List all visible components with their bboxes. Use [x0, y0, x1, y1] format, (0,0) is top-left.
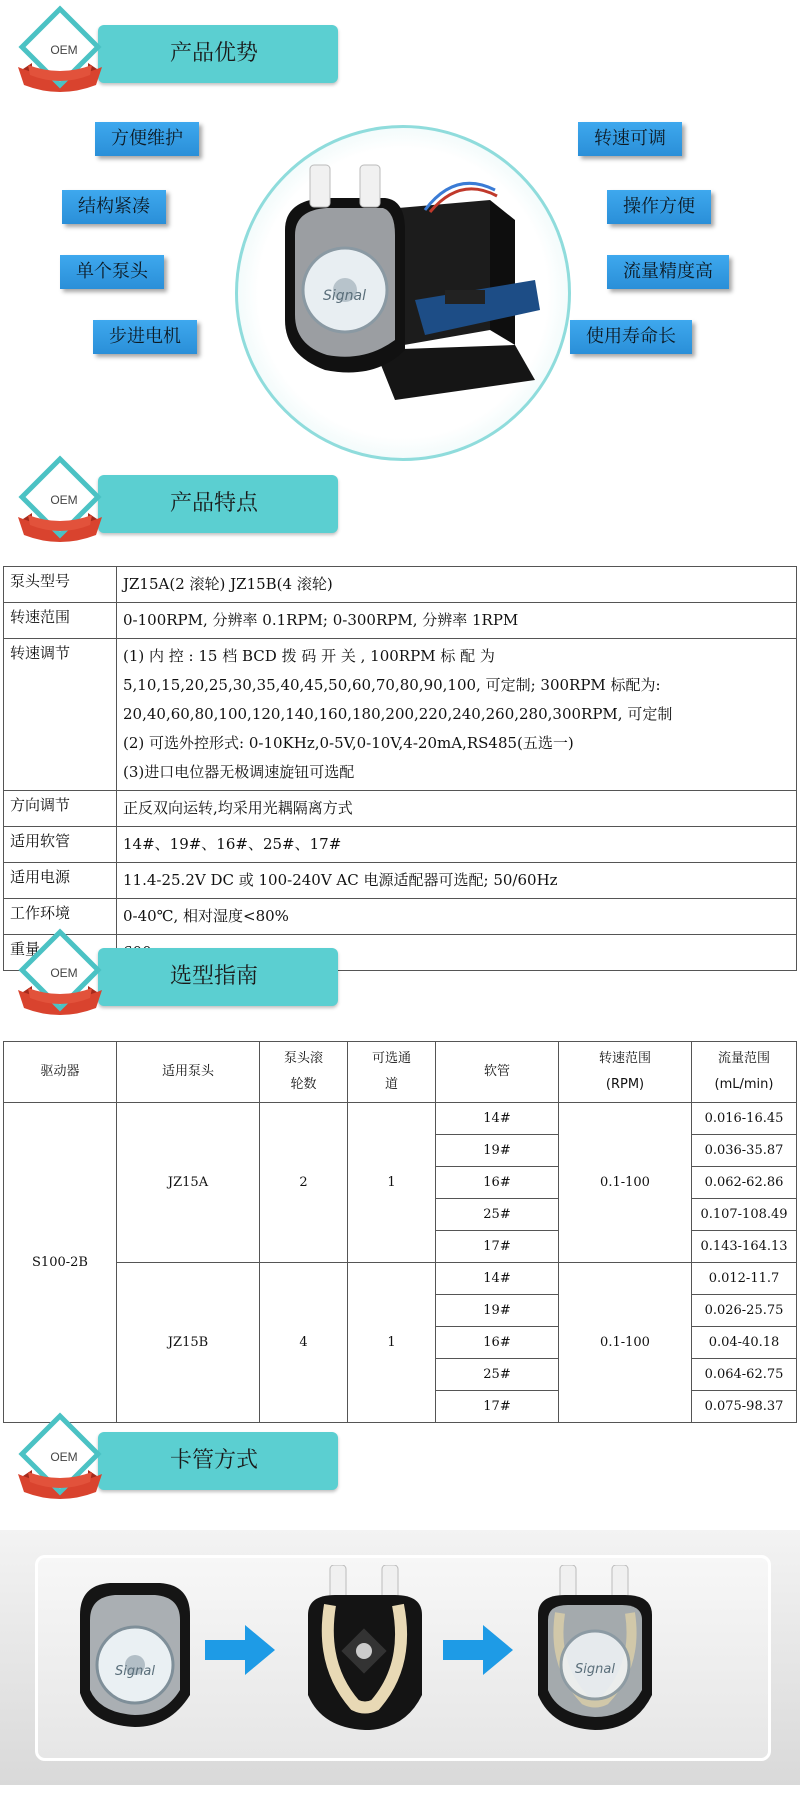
tube-cell: 14# [436, 1103, 559, 1135]
spec-value-multiline [117, 639, 797, 791]
spec-line: 5,10,15,20,25,30,35,40,45,50,60,70,80,90,100, 可定制; 300RPM 标配为: [123, 676, 661, 694]
section-title: 产品优势 [170, 41, 259, 66]
flow-cell: 0.062-62.86 [692, 1167, 797, 1199]
tube-cell: 14# [436, 1263, 559, 1295]
selection-guide-table [3, 1041, 797, 1423]
section-header-install [10, 1412, 330, 1512]
feature-tag: 单个泵头 [60, 255, 164, 289]
spec-key: 转速调节 [4, 639, 117, 791]
tube-cell: 16# [436, 1327, 559, 1359]
flow-cell: 0.143-164.13 [692, 1231, 797, 1263]
section-title: 产品特点 [170, 491, 259, 516]
speed-cell: 0.1-100 [559, 1263, 692, 1423]
spec-line: (1) 内 控 : 15 档 BCD 拨 码 开 关 , 100RPM 标 配 为 [123, 647, 495, 665]
header-line: 泵头滚 [283, 1051, 323, 1066]
tube-install-panel [0, 1530, 800, 1785]
feature-tag: 结构紧凑 [62, 190, 166, 224]
table-row [4, 827, 797, 863]
table-row [4, 603, 797, 639]
flow-cell: 0.075-98.37 [692, 1391, 797, 1423]
feature-tag: 方便维护 [95, 122, 199, 156]
spec-key: 重量 [4, 935, 117, 971]
table-row [4, 1103, 797, 1135]
table-row [4, 567, 797, 603]
channels-cell: 1 [348, 1263, 436, 1423]
pumphead-cell: JZ15A [117, 1103, 260, 1263]
feature-tag: 流量精度高 [607, 255, 729, 289]
feature-tag: 步进电机 [93, 320, 197, 354]
spec-value: 0-100RPM, 分辨率 0.1RPM; 0-300RPM, 分辨率 1RPM [117, 603, 797, 639]
pump-head-closed-image [70, 1575, 200, 1735]
spec-line: (3)进口电位器无极调速旋钮可选配 [123, 763, 355, 781]
flow-cell: 0.064-62.75 [692, 1359, 797, 1391]
arrow-right-icon [205, 1625, 275, 1675]
section-header-advantages [10, 5, 330, 105]
pump-head-assembled-image [530, 1565, 660, 1735]
oem-label: OEM [50, 43, 78, 57]
col-header-rollers [260, 1042, 348, 1103]
rollers-cell: 4 [260, 1263, 348, 1423]
table-header-row [4, 1042, 797, 1103]
col-header-speed [559, 1042, 692, 1103]
tube-cell: 19# [436, 1295, 559, 1327]
spec-value: 0-40℃, 相对湿度<80% [117, 899, 797, 935]
header-line: 轮数 [290, 1077, 317, 1092]
oem-label: OEM [50, 966, 78, 980]
svg-text:Signal: Signal [115, 1664, 155, 1679]
rollers-cell: 2 [260, 1103, 348, 1263]
spec-key: 工作环境 [4, 899, 117, 935]
pumphead-cell: JZ15B [117, 1263, 260, 1423]
header-line: 转速范围 [598, 1051, 651, 1066]
spec-value: 14#、19#、16#、25#、17# [117, 827, 797, 863]
flow-cell: 0.04-40.18 [692, 1327, 797, 1359]
header-line: (RPM) [605, 1077, 645, 1092]
spec-key: 转速范围 [4, 603, 117, 639]
pump-product-image [265, 150, 545, 410]
spec-key: 方向调节 [4, 791, 117, 827]
pump-head-open-image [300, 1565, 430, 1735]
flow-cell: 0.016-16.45 [692, 1103, 797, 1135]
spec-line: (2) 可选外控形式: 0-10KHz,0-5V,0-10V,4-20mA,RS485(五选一) [123, 734, 574, 752]
tube-cell: 25# [436, 1199, 559, 1231]
svg-text:Signal: Signal [323, 288, 367, 304]
arrow-right-icon [443, 1625, 513, 1675]
col-header-driver: 驱动器 [4, 1042, 117, 1103]
section-header-guide [10, 928, 330, 1028]
feature-tag: 转速可调 [578, 122, 682, 156]
speed-cell: 0.1-100 [559, 1103, 692, 1263]
col-header-flow [692, 1042, 797, 1103]
spec-line: 20,40,60,80,100,120,140,160,180,200,220,240,260,280,300RPM, 可定制 [123, 705, 673, 723]
flow-cell: 0.012-11.7 [692, 1263, 797, 1295]
section-title: 卡管方式 [170, 1448, 259, 1473]
flow-cell: 0.107-108.49 [692, 1199, 797, 1231]
spec-value: 正反双向运转,均采用光耦隔离方式 [117, 791, 797, 827]
header-line: 道 [384, 1077, 398, 1092]
feature-tag: 操作方便 [607, 190, 711, 224]
feature-tag: 使用寿命长 [570, 320, 692, 354]
tube-cell: 19# [436, 1135, 559, 1167]
hero-advantages [0, 105, 800, 450]
spec-key: 适用软管 [4, 827, 117, 863]
spec-key: 适用电源 [4, 863, 117, 899]
tube-cell: 25# [436, 1359, 559, 1391]
table-row [4, 791, 797, 827]
spec-value: 11.4-25.2V DC 或 100-240V AC 电源适配器可选配; 50/60Hz [117, 863, 797, 899]
table-row [4, 1263, 797, 1295]
spec-key: 泵头型号 [4, 567, 117, 603]
tube-cell: 16# [436, 1167, 559, 1199]
header-line: 流量范围 [717, 1051, 770, 1066]
table-row [4, 863, 797, 899]
oem-label: OEM [50, 1450, 78, 1464]
tube-cell: 17# [436, 1391, 559, 1423]
col-header-tube: 软管 [436, 1042, 559, 1103]
flow-cell: 0.026-25.75 [692, 1295, 797, 1327]
channels-cell: 1 [348, 1103, 436, 1263]
col-header-channels [348, 1042, 436, 1103]
section-title: 选型指南 [170, 964, 259, 989]
col-header-pumphead: 适用泵头 [117, 1042, 260, 1103]
header-line: 可选通 [371, 1051, 411, 1066]
tube-cell: 17# [436, 1231, 559, 1263]
svg-text:Signal: Signal [575, 1662, 615, 1677]
oem-label: OEM [50, 493, 78, 507]
section-header-features [10, 455, 330, 555]
spec-table [3, 566, 797, 971]
driver-cell: S100-2B [4, 1103, 117, 1423]
header-line: (mL/min) [714, 1077, 774, 1092]
table-row [4, 639, 797, 791]
spec-value: JZ15A(2 滚轮) JZ15B(4 滚轮) [117, 567, 797, 603]
flow-cell: 0.036-35.87 [692, 1135, 797, 1167]
